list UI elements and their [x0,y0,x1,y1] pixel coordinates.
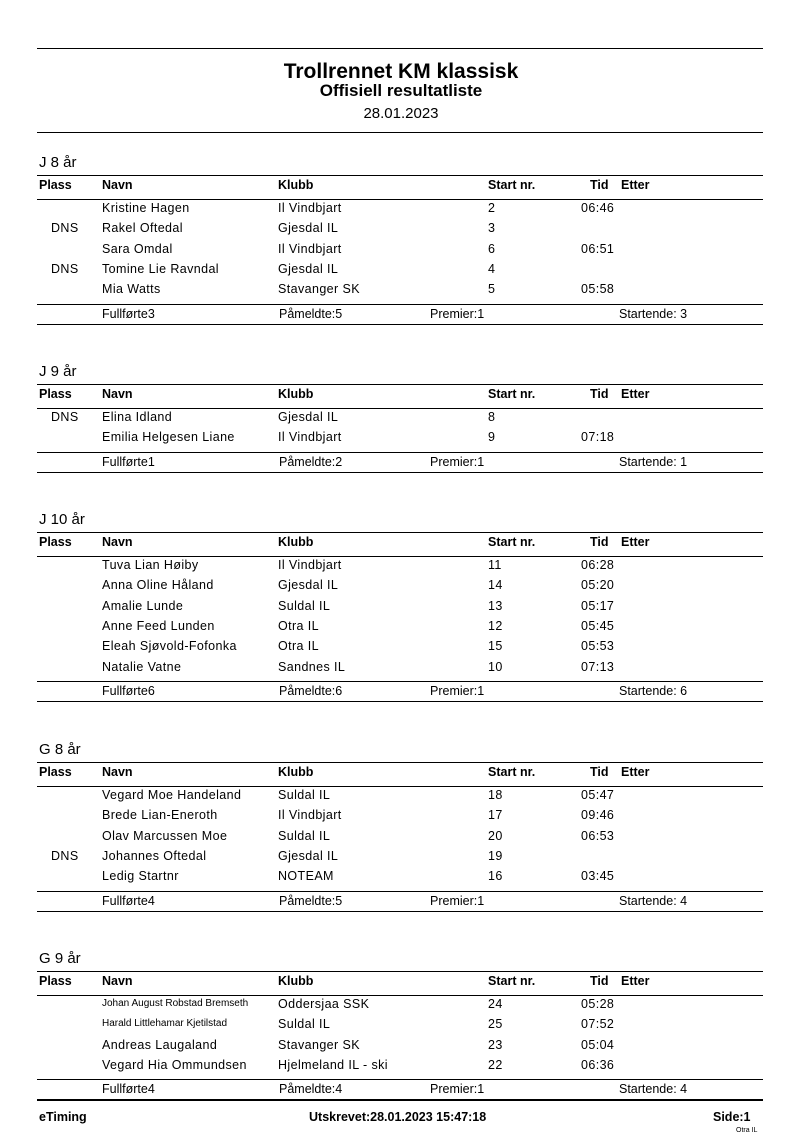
cell-startnr: 5 [488,282,496,297]
cell-startnr: 18 [488,788,503,802]
result-row [0,788,802,808]
cell-klubb: Suldal IL [278,828,331,843]
column-header-etter: Etter [621,765,650,779]
column-header-top-rule [37,762,763,763]
cell-klubb: Gjesdal IL [278,261,339,276]
summary-startende: Startende: 1 [619,454,688,469]
cell-klubb: Gjesdal IL [278,578,339,593]
summary-startende: Startende: 4 [619,893,688,908]
cell-navn: Harald Littlehamar Kjetilstad [102,1018,228,1030]
cell-navn: Mia Watts [102,282,161,297]
cell-tid: 05:17 [581,598,615,613]
cell-startnr: 14 [488,578,503,593]
cell-tid: 05:53 [581,639,615,654]
cell-startnr: 12 [488,618,503,633]
cell-tid: 06:28 [581,558,615,572]
cell-plass: DNS [51,221,79,236]
summary-startende: Startende: 4 [619,1082,688,1097]
result-row [0,242,802,262]
column-header-klubb: Klubb [278,387,314,401]
summary-premier: Premier:1 [430,454,485,469]
result-row [0,1038,802,1058]
column-header-klubb: Klubb [278,765,314,779]
summary-top-rule [37,891,763,892]
cell-klubb: Il Vindbjart [278,241,342,256]
footer-page-number: Side:1 [713,1110,751,1124]
column-header-klubb: Klubb [278,535,314,549]
cell-tid: 05:58 [581,282,615,297]
summary-pameldte: Påmeldte:5 [279,893,343,908]
cell-startnr: 11 [488,558,502,572]
cell-startnr: 9 [488,430,496,445]
class-section [0,741,802,908]
column-header-navn: Navn [102,387,133,401]
column-header-navn: Navn [102,535,133,549]
cell-tid: 06:51 [581,241,615,256]
cell-plass: DNS [51,261,79,276]
cell-startnr: 10 [488,659,503,674]
result-row [0,849,802,869]
column-header-bottom-rule [37,199,763,200]
cell-klubb: Il Vindbjart [278,201,342,215]
cell-klubb: Il Vindbjart [278,558,342,572]
cell-startnr: 16 [488,869,503,884]
summary-pameldte: Påmeldte:4 [279,1082,343,1097]
cell-startnr: 3 [488,221,496,236]
cell-startnr: 8 [488,410,496,424]
cell-klubb: Gjesdal IL [278,848,339,863]
cell-tid: 06:36 [581,1057,615,1072]
cell-startnr: 19 [488,848,503,863]
column-header-bottom-rule [37,786,763,787]
column-header-startnr: Start nr. [488,178,536,192]
summary-bottom-rule [37,701,763,702]
column-header-navn: Navn [102,765,133,779]
cell-klubb: Oddersjaa SSK [278,997,370,1011]
column-header-bottom-rule [37,408,763,409]
cell-navn: Eleah Sjøvold-Fofonka [102,639,237,654]
column-header-top-rule [37,384,763,385]
footer-software: eTiming [39,1110,87,1124]
cell-navn: Tuva Lian Høiby [102,558,199,572]
result-row [0,558,802,578]
result-row [0,221,802,241]
cell-klubb: Suldal IL [278,598,331,613]
result-row [0,201,802,221]
cell-startnr: 13 [488,598,503,613]
result-row [0,639,802,659]
cell-klubb: Stavanger SK [278,282,360,297]
cell-tid: 09:46 [581,808,615,823]
result-row [0,829,802,849]
column-header-top-rule [37,175,763,176]
header-bottom-rule [37,132,763,133]
cell-navn: Emilia Helgesen Liane [102,430,235,445]
class-section [0,950,802,1097]
result-row [0,262,802,282]
cell-startnr: 22 [488,1057,503,1072]
class-title: G 8 år [39,741,81,758]
summary-startende: Startende: 6 [619,683,688,698]
column-header-etter: Etter [621,974,650,988]
class-title: J 10 år [39,511,85,528]
column-header-plass: Plass [39,535,72,549]
class-section [0,363,802,483]
cell-navn: Anne Feed Lunden [102,618,215,633]
cell-tid: 06:53 [581,828,615,843]
footer-overflow-text: Otra IL [736,1127,758,1134]
result-row [0,660,802,680]
class-title: J 8 år [39,154,77,171]
cell-klubb: Gjesdal IL [278,410,339,424]
column-header-etter: Etter [621,178,650,192]
cell-navn: Johan August Robstad Bremseth [102,998,249,1009]
cell-klubb: Stavanger SK [278,1037,360,1052]
result-row [0,430,802,450]
column-header-navn: Navn [102,974,133,988]
result-row [0,599,802,619]
cell-klubb: Gjesdal IL [278,221,339,236]
cell-navn: Kristine Hagen [102,201,190,215]
summary-premier: Premier:1 [430,683,485,698]
summary-startende: Startende: 3 [619,306,688,321]
summary-fullforte: Fullførte1 [102,454,155,469]
column-header-etter: Etter [621,535,650,549]
summary-top-rule [37,452,763,453]
cell-navn: Sara Omdal [102,241,173,256]
summary-fullforte: Fullførte4 [102,1082,155,1097]
cell-startnr: 6 [488,241,496,256]
summary-pameldte: Påmeldte:5 [279,306,343,321]
footer-printed: Utskrevet:28.01.2023 15:47:18 [309,1110,487,1124]
cell-startnr: 24 [488,997,503,1011]
result-row [0,997,802,1017]
page-footer-rule [37,1100,763,1101]
result-row [0,410,802,430]
cell-klubb: Suldal IL [278,788,331,802]
cell-startnr: 23 [488,1037,503,1052]
cell-navn: Olav Marcussen Moe [102,828,228,843]
summary-fullforte: Fullførte3 [102,306,155,321]
cell-klubb: Sandnes IL [278,659,346,674]
cell-klubb: Suldal IL [278,1017,331,1032]
class-section [0,154,802,321]
result-row [0,869,802,889]
cell-tid: 07:13 [581,659,615,674]
summary-top-rule [37,681,763,682]
summary-bottom-rule [37,911,763,912]
cell-klubb: Il Vindbjart [278,808,342,823]
result-row [0,619,802,639]
column-header-navn: Navn [102,178,133,192]
cell-navn: Natalie Vatne [102,659,182,674]
cell-navn: Vegard Moe Handeland [102,788,242,802]
cell-navn: Johannes Oftedal [102,848,207,863]
cell-tid: 05:28 [581,997,615,1011]
cell-startnr: 4 [488,261,496,276]
cell-tid: 05:04 [581,1037,615,1052]
cell-navn: Amalie Lunde [102,598,184,613]
cell-startnr: 25 [488,1017,503,1032]
cell-tid: 07:18 [581,430,615,445]
column-header-top-rule [37,971,763,972]
page-subtitle: Offisiell resultatliste [319,81,483,100]
summary-pameldte: Påmeldte:6 [279,683,343,698]
column-header-tid: Tid [590,535,609,549]
column-header-bottom-rule [37,995,763,996]
cell-plass: DNS [51,410,79,424]
cell-plass: DNS [51,848,79,863]
column-header-klubb: Klubb [278,974,314,988]
summary-pameldte: Påmeldte:2 [279,454,343,469]
column-header-startnr: Start nr. [488,535,536,549]
summary-bottom-rule [37,324,763,325]
column-header-tid: Tid [590,765,609,779]
cell-klubb: Otra IL [278,639,320,654]
cell-navn: Vegard Hia Ommundsen [102,1057,247,1072]
cell-startnr: 20 [488,828,503,843]
column-header-tid: Tid [590,974,609,988]
cell-startnr: 2 [488,201,496,215]
column-header-plass: Plass [39,178,72,192]
summary-top-rule [37,304,763,305]
cell-tid: 06:46 [581,201,615,215]
column-header-plass: Plass [39,765,72,779]
page-date: 28.01.2023 [363,105,439,122]
cell-tid: 05:47 [581,788,615,802]
cell-navn: Ledig Startnr [102,869,179,884]
column-header-plass: Plass [39,387,72,401]
summary-premier: Premier:1 [430,893,485,908]
column-header-startnr: Start nr. [488,765,536,779]
class-title: G 9 år [39,950,81,967]
column-header-bottom-rule [37,556,763,557]
result-row [0,1017,802,1037]
cell-navn: Elina Idland [102,410,173,424]
summary-fullforte: Fullførte4 [102,893,155,908]
cell-tid: 07:52 [581,1017,615,1032]
cell-navn: Andreas Laugaland [102,1037,218,1052]
cell-klubb: Otra IL [278,618,320,633]
class-section [0,511,802,698]
cell-navn: Brede Lian-Eneroth [102,808,218,823]
cell-klubb: Il Vindbjart [278,430,342,445]
header-top-rule [37,48,763,49]
result-row [0,282,802,302]
cell-navn: Anna Oline Håland [102,578,214,593]
summary-premier: Premier:1 [430,306,485,321]
cell-tid: 03:45 [581,869,615,884]
cell-startnr: 15 [488,639,503,654]
cell-tid: 05:45 [581,618,615,633]
column-header-top-rule [37,532,763,533]
cell-tid: 05:20 [581,578,615,593]
result-row [0,1058,802,1078]
cell-klubb: NOTEAM [278,869,334,884]
column-header-tid: Tid [590,387,609,401]
page-title: Trollrennet KM klassisk [283,60,519,83]
summary-fullforte: Fullførte6 [102,683,155,698]
class-title: J 9 år [39,363,77,380]
column-header-startnr: Start nr. [488,974,536,988]
result-row [0,578,802,598]
result-row [0,808,802,828]
column-header-etter: Etter [621,387,650,401]
column-header-plass: Plass [39,974,72,988]
column-header-startnr: Start nr. [488,387,536,401]
summary-bottom-rule [37,472,763,473]
column-header-klubb: Klubb [278,178,314,192]
cell-navn: Rakel Oftedal [102,221,183,236]
cell-klubb: Hjelmeland IL - ski [278,1057,388,1072]
summary-premier: Premier:1 [430,1082,485,1097]
cell-startnr: 17 [488,808,503,823]
cell-navn: Tomine Lie Ravndal [102,261,219,276]
summary-top-rule [37,1079,763,1080]
column-header-tid: Tid [590,178,609,192]
